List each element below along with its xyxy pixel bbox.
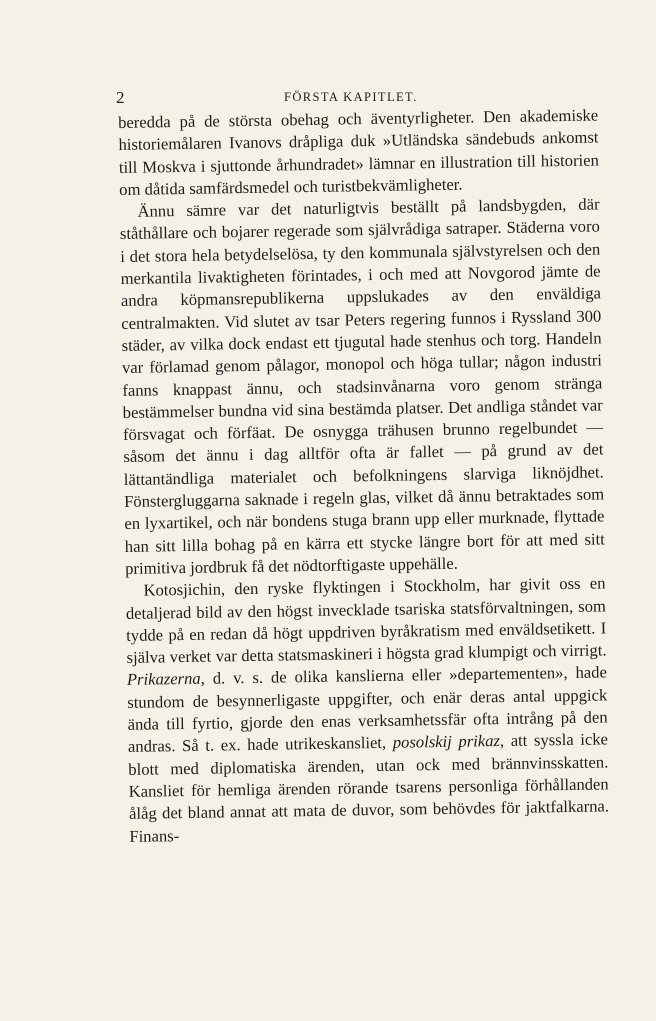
paragraph-text: Ännu sämre var det naturligtvis beställt på landsbygden, där ståthållare och bojarer regerade som självrådiga satraper. Städerna voro i det stora hela betydelselösa, ty den kommunala självstyrelsen och den merkantila livaktigheten förintades, i och med att Novgorod jämte de andra köpmansrepublikerna uppslukades av den enväldiga centralmakten. Vid slutet av tsar Peters regering funnos i Ryssland 300 städer, av vilka dock endast ett tjugutal hade stenhus och torg. Handeln var förlamad genom pålagor, monopol och höga tullar; någon industri fanns knappast ännu, och stadsinvånarna voro genom stränga bestämmelser bundna vid sina bestämda platser. Det andliga ståndet var försvagat och förfäat. De osnygga trähusen brunno regelbundet — såsom det ännu i dag alltför ofta är fallet — på grund av det lättantändliga materialet och befolkningens slarviga liknöjdhet. Fönstergluggarna saknade i regeln glas, vilket då ännu betraktades som en lyxartikel, och när bondens stuga brann upp eller murknade, flyttade han sitt lilla bohag på en kärra ett stycke längre bort för att med sitt primitiva jordbruk få det nödtorftigaste uppehälle. [119,194,605,578]
body-text [118,104,609,847]
paragraph-text: beredda på de största obehag och äventyrligheter. Den akademiske historiemålaren Ivanovs dråpliga duk »Utländska sändebuds ankomst till Moskva i sjuttonde århundradet» lämnar en illustration till historien om dåtida samfärdsmedel och turistbekvämligheter. [118,105,599,199]
running-head: FÖRSTA KAPITLET. [284,90,418,104]
paragraph-2 [119,194,605,581]
italic-term-posolskij-prikaz: posolskij prikaz [392,731,501,753]
paragraph-text: Kotosjichin, den ryske flyktingen i Stockholm, har givit oss en detaljerad bild av den högst invecklade tsariska statsförvaltningen, som tydde på en redan då högt uppdriven byråkratism med enväldsetikett. I själva verket var detta statsmaskineri i högsta grad klumpigt och virrigt. [125,573,607,668]
paragraph-3 [125,573,609,848]
italic-term-prikazerna: Prikazerna [126,669,201,690]
paragraph-text: , att syssla icke blott med diplomatiska ärenden, utan ock med brännvinsskatten. Kansliet för hemliga ärenden rörande tsarens personliga förhållanden ålåg det bland annat att mata de duvor, som behövdes för jaktfalkarna. Finans- [128,729,610,846]
paragraph-1 [118,104,599,201]
page-number: 2 [116,88,125,107]
paragraph-text: , d. v. s. de olika kanslierna eller »departementen», hade stundom de besynnerligaste uppgifter, och enär deras antal uppgick ända till fyrtio, gjorde den enas verksamhetssfär ofta intrång på den andras. Så t. ex. hade utrikeskansliet, [127,662,608,757]
